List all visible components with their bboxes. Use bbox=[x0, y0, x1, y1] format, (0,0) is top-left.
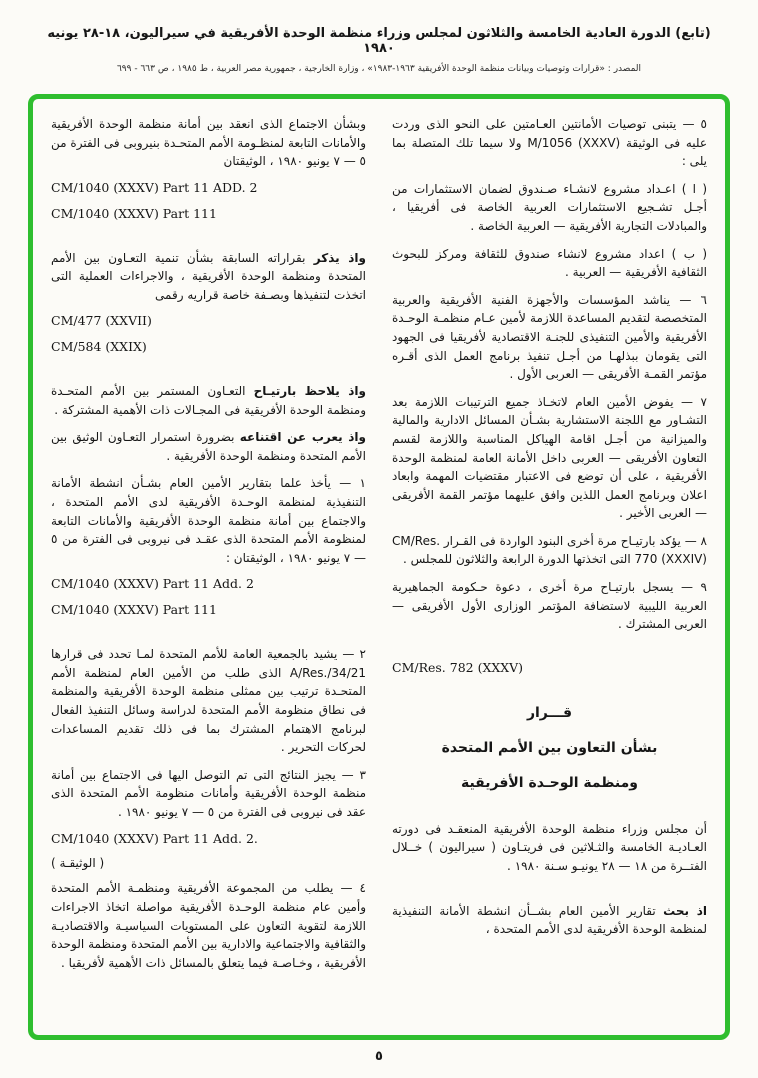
document-caption: ( الوثيقـة ) bbox=[51, 856, 105, 871]
document-reference: CM/1040 (XXXV) Part 111 bbox=[51, 602, 217, 618]
paragraph: واذ يعرب عن اقتناعه بضرورة استمرار التعـاون الوثيق بين الأمم المتحدة ومنظمة الوحدة الأفريقية . bbox=[51, 430, 366, 463]
page-header bbox=[0, 26, 758, 74]
document-reference: CM/1040 (XXXV) Part 11 Add. 2 bbox=[51, 576, 254, 592]
paragraph: واذ يذكر بقراراته السابقة بشأن تنمية التعـاون بين الأمم المتحدة ومنظمة الوحدة الأفريقية ، والاجراءات العملية التى اتخذت لتنفيذها وبصـفة خاصة قراريه رقمى bbox=[51, 250, 367, 302]
content-box bbox=[28, 94, 730, 1040]
page-number: ٥ bbox=[375, 1049, 383, 1064]
paragraph: واذ يلاحظ بارتيـاح التعـاون المستمر بين الأمم المتحـدة ومنظمة الوحدة الأفريقية فى المجـالات ذات الأهمية المشتركة . bbox=[51, 384, 366, 417]
source-line: المصدر : «قرارات وتوصيات وبيانات منظمة الوحدة الأفريقية ١٩٦٣-١٩٨٣» ، وزارة الخارجية ، جمهورية مصر العربية ، ط ١٩٨٥ ، ص ٦٦٣ - ٦٩٩ bbox=[116, 64, 642, 74]
paragraph: ( ا ) اعـداد مشروع لانشـاء صـندوق لضمان الاستثمارات من أجـل تشـجيع الاستثمارات العربية الخاصة فى أفريقيا ، والمبادلات التجارية الأفريقية — العربية الخاصة . bbox=[392, 181, 707, 233]
paragraph: وبشأن الاجتماع الذى انعقد بين أمانة منظمة الوحدة الأفريقية والأمانات التابعة لمنظـومة الأمم المتحـدة بنيروبى فى الفترة من ٥ — ٧ يونيو ١٩٨٠ ، الوثيقتان bbox=[51, 117, 366, 169]
resolution-heading: بشأن التعاون بين الأمم المتحدة bbox=[441, 739, 658, 756]
paragraph: ٦ — يناشد المؤسسات والأجهزة الفنية الأفريقية والعربية المتخصصة لتقديم المساعدة اللازمة لأمين عـام منظمـة الوحـدة الأفريقية والأمين التنفيذى للجنـة الاقتصادية لأفريقيا فى الجهود التى يقومان ببذلهـا من أجـل تنفيذ برنامج العمل الذى أقـره مؤتمر القمـة الأفريقى — العربى الأول . bbox=[392, 292, 707, 382]
document-reference: CM/1040 (XXXV) Part 11 Add. 2. bbox=[51, 830, 258, 846]
paragraph: ١ — يأخذ علما بتقارير الأمين العام بشـأن انشطة الأمانة التنفيذية لمنظمة الوحـدة الأفريقية لدى الأمم المتحدة ، والاجتماع بين أمانة منظمة الوحدة الأفريقية والأمانات التابعة لمنظومة الأمم المتحدة الذى عقـد فى نيروبى فى الفترة من ٥ — ٧ يونيو ١٩٨٠ ، الوثيقتان : bbox=[51, 476, 366, 565]
column-left bbox=[51, 115, 366, 1019]
paragraph: ( ب ) اعداد مشروع لانشاء صندوق للثقافة ومركز للبحوث الثقافية الأفريقية — العربية . bbox=[392, 246, 707, 280]
two-column-layout bbox=[51, 115, 707, 1019]
document-reference: CM/477 (XXVII) bbox=[51, 313, 152, 329]
paragraph: ٥ — يتبنى توصيات الأمانتين العـامتين على النحو الذى وردت عليه فى الوثيقة M/1056 (XXXV) ولا سيما تلك المتصلة بما يلى : bbox=[392, 117, 708, 169]
document-reference: CM/1040 (XXXV) Part 11 ADD. 2 bbox=[51, 179, 258, 195]
paragraph: ٣ — يجيز النتائج التى تم التوصل اليها فى الاجتماع بين أمانة منظمة الوحدة الأفريقية وأمانات منظومة الأمم المتحدة الذى عقد فى نيروبى فى الفترة من ٥ — ٧ يونيو ١٩٨٠ . bbox=[51, 767, 366, 819]
column-right bbox=[392, 115, 707, 1019]
paragraph: أن مجلس وزراء منظمة الوحدة الأفريقية المنعقـد فى دورته العـاديـة الخامسة والثـلاثين فى فريتـاون ( سيراليون ) خــلال الفتــرة من ١٨ — ٢٨ يونيـو سـنة ١٩٨٠ . bbox=[392, 821, 707, 873]
resolution-heading: قـــرار bbox=[526, 704, 573, 721]
resolution-heading: ومنظمة الوحـدة الأفريقية bbox=[460, 774, 639, 791]
document-reference: CM/584 (XXIX) bbox=[51, 339, 147, 355]
paragraph: ٨ — يؤكد بارتيـاح مرة أخرى البنود الواردة فى القـرار CM/Res. 770 (XXXIV) التى اتخذتها الدورة الرابعة والثلاثون للمجلس . bbox=[392, 533, 707, 567]
session-title: (تابع) الدورة العادية الخامسة والثلاثون لمجلس وزراء منظمة الوحدة الأفريقية في سيراليون، ١٨-٢٨ يونيه ١٩٨٠ bbox=[47, 26, 711, 56]
paragraph: اذ بحث تقارير الأمين العام بشــأن انشطة الأمانة التنفيذية لمنظمة الوحدة الأفريقية لدى الأمم المتحدة ، bbox=[392, 903, 708, 937]
paragraph: ٢ — يشيد بالجمعية العامة للأمم المتحدة لمـا تحدد فى قرارها A/Res./34/21 الذى طلب من الأمين العام لمنظمة الأمم المتحـدة ترتيب بين ممثلى منظمة الوحدة الأفريقية والمنظمة فى نطاق منظومة الأمم المتحدة لدراسة وسائل التنفيذ الفعال لبرنامج الاهتمام المشترك بما فى ذلك تقديم المساعدات لحركات التحرير . bbox=[51, 647, 366, 755]
paragraph: ٩ — يسجل بارتيـاح مرة أخرى ، دعوة حـكومة الجماهيرية العربية الليبية لاستضافة المؤتمر الوزارى الأول الأفريقى — العربى المشترك . bbox=[392, 580, 707, 632]
paragraph: ٧ — يفوض الأمين العام لاتخـاذ جميع الترتيبات اللازمة بعد التشـاور مع اللجنة الاستشارية بشـأن المسائل الادارية والمالية والميزانية من أجـل اقامة الهياكل المناسبة واللازمة لقسم التعاون الأفريقى — العربى داخل الأمانة العامة لمنظمة الوحدة الأفريقية ، على أن توضع فى الاعتبار مقتضيات المهمة وابعاد اعلان وبرنامج العمل اللذين وافق عليهما مؤتمر القمة الأفريقى — العربى الأخير . bbox=[392, 394, 707, 521]
document-reference: CM/1040 (XXXV) Part 111 bbox=[51, 205, 217, 221]
paragraph: ٤ — يطلب من المجموعة الأفريقية ومنظمـة الأمم المتحدة وأمين عام منظمة الوحـدة الأفريقية مواصلة اتخاذ الاجراءات اللازمة لتقوية التعاون على المستويات السياسيـة والاقتصاديـة والثقافية والاجتماعية والادارية بين الأمم المتحدة ومنظمة الوحدة الأفريقية ، وخـاصـة فيما يتعلق بالمسائل ذات الأهمية لأفريقيا . bbox=[51, 881, 366, 970]
document-reference: CM/Res. 782 (XXXV) bbox=[392, 659, 524, 675]
